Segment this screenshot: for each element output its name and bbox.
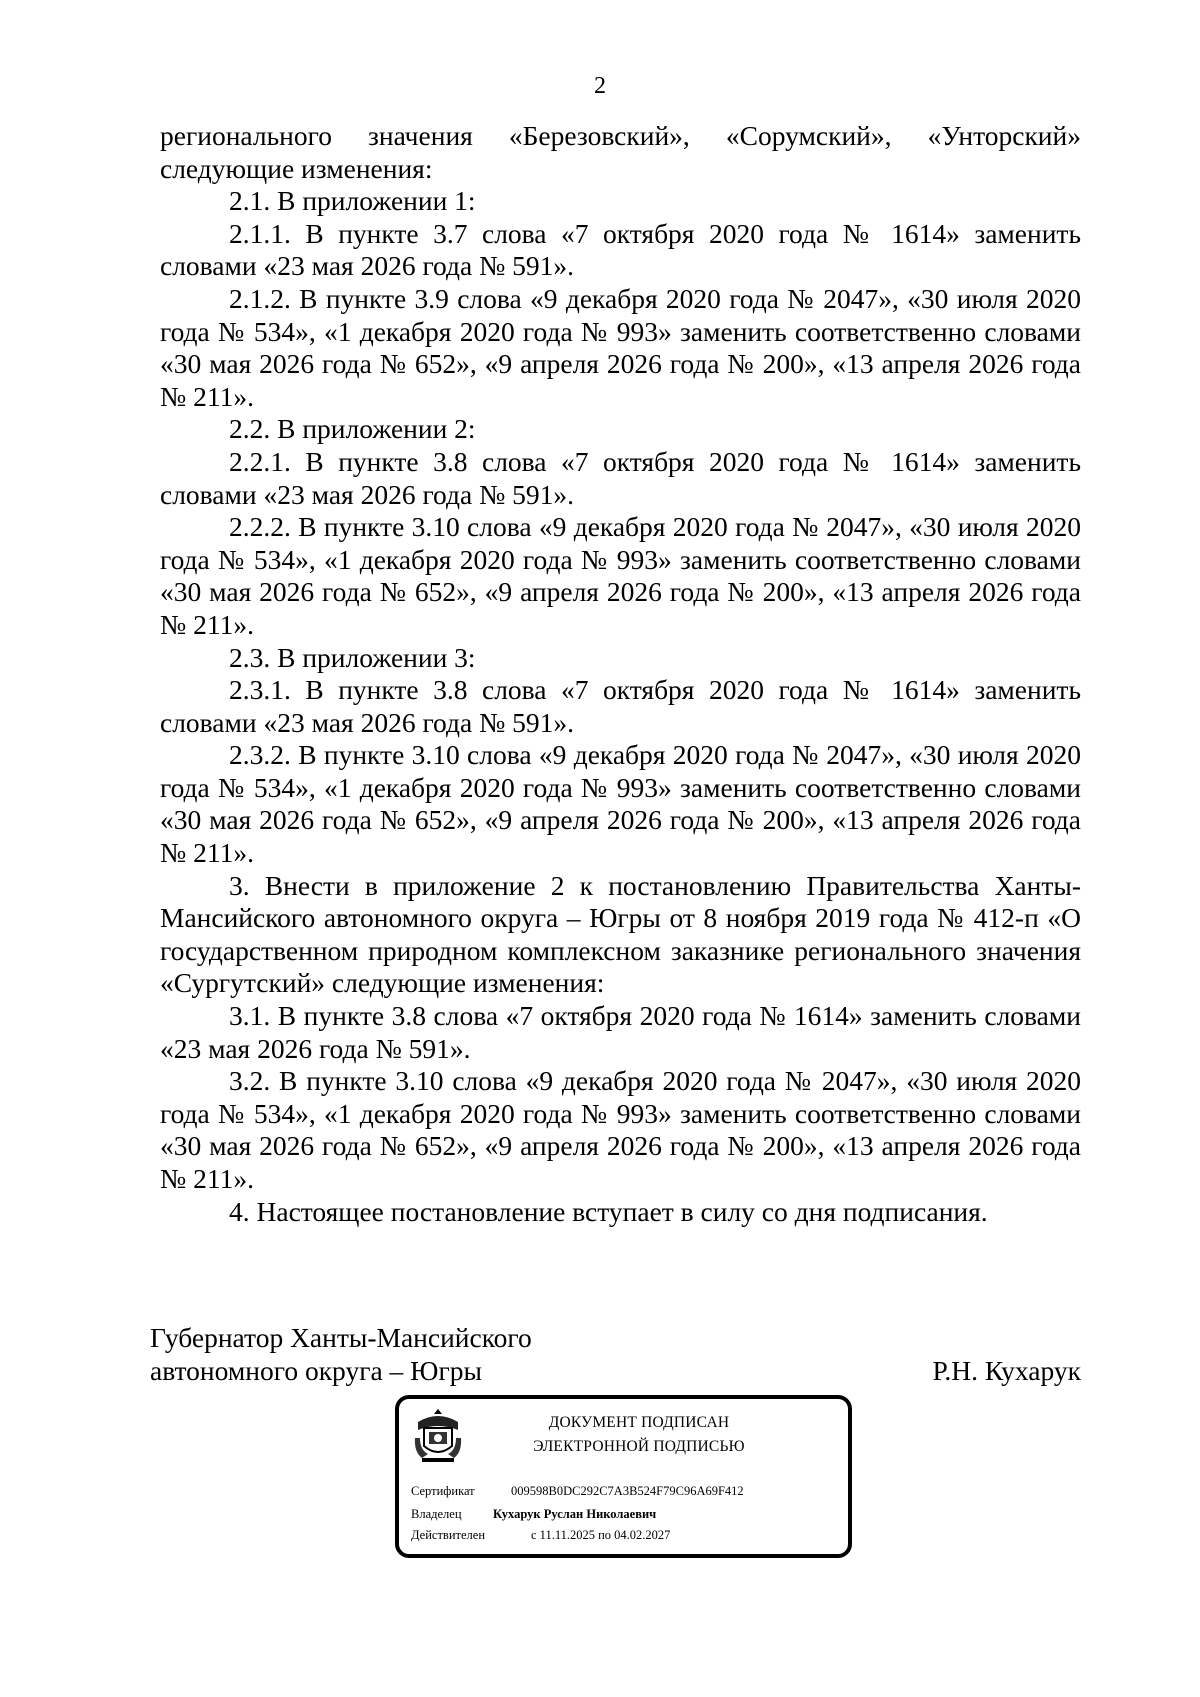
paragraph: 2.1.2. В пункте 3.9 слова «9 декабря 2020 года № 2047», «30 июля 2020 года № 534», «1 декабря 2020 года № 993» заменить соответственно словами «30 мая 2026 года № 652», «9 апреля 2026 года № 200», «13 апреля 2026 года № 211». xyxy=(160,282,1081,412)
stamp-certificate-row xyxy=(411,1483,744,1499)
paragraph: 2.3. В приложении 3: xyxy=(229,641,476,673)
signatory-position-line-1: Губернатор Ханты-Мансийского xyxy=(150,1322,532,1353)
paragraph: регионального значения «Березовский», «Сорумский», «Унторский» следующие изменения: xyxy=(160,120,1081,184)
valid-value: с 11.11.2025 по 04.02.2027 xyxy=(531,1528,671,1542)
signatory-position-line-2: автономного округа – Югры xyxy=(150,1354,482,1386)
paragraph: 4. Настоящее постановление вступает в силу со дня подписания. xyxy=(229,1195,988,1227)
page-number: 2 xyxy=(594,73,606,99)
stamp-validity-row xyxy=(411,1527,670,1543)
owner-value: Кухарук Руслан Николаевич xyxy=(493,1507,657,1521)
paragraph: 2.1.1. В пункте 3.7 слова «7 октября 2020 года № 1614» заменить словами «23 мая 2026 года № 591». xyxy=(160,217,1081,282)
valid-label: Действителен xyxy=(411,1528,486,1542)
signatory-name: Р.Н. Кухарук xyxy=(932,1354,1081,1386)
paragraph: 2.3.1. В пункте 3.8 слова «7 октября 2020 года № 1614» заменить словами «23 мая 2026 года № 591». xyxy=(160,674,1081,738)
stamp-owner-row xyxy=(411,1506,656,1522)
coat-of-arms-icon xyxy=(412,1408,464,1464)
paragraph: 2.3.2. В пункте 3.10 слова «9 декабря 2020 года № 2047», «30 июля 2020 года № 534», «1 декабря 2020 года № 993» заменить соответственно словами «30 мая 2026 года № 652», «9 апреля 2026 года № 200», «13 апреля 2026 года № 211». xyxy=(160,739,1081,869)
signature-block xyxy=(150,1322,1081,1387)
paragraph: 3.1. В пункте 3.8 слова «7 октября 2020 года № 1614» заменить словами «23 мая 2026 года № 591». xyxy=(160,1000,1081,1064)
paragraph: 2.1. В приложении 1: xyxy=(229,185,476,217)
owner-label: Владелец xyxy=(411,1507,462,1521)
paragraph: 2.2.2. В пункте 3.10 слова «9 декабря 2020 года № 2047», «30 июля 2020 года № 534», «1 декабря 2020 года № 993» заменить соответственно словами «30 мая 2026 года № 652», «9 апреля 2026 года № 200», «13 апреля 2026 года № 211». xyxy=(160,511,1081,640)
certificate-value: 009598B0DC292C7A3B524F79C96A69F412 xyxy=(511,1484,744,1498)
certificate-label: Сертификат xyxy=(411,1484,475,1498)
paragraph: 3.2. В пункте 3.10 слова «9 декабря 2020 года № 2047», «30 июля 2020 года № 534», «1 декабря 2020 года № 993» заменить соответственно словами «30 мая 2026 года № 652», «9 апреля 2026 года № 200», «13 апреля 2026 года № 211». xyxy=(160,1065,1081,1194)
paragraph: 2.2.1. В пункте 3.8 слова «7 октября 2020 года № 1614» заменить словами «23 мая 2026 года № 591». xyxy=(160,445,1081,510)
electronic-signature-stamp xyxy=(395,1395,852,1558)
paragraph: 2.2. В приложении 2: xyxy=(229,413,476,445)
stamp-title-line-2: ЭЛЕКТРОННОЙ ПОДПИСЬЮ xyxy=(533,1438,745,1455)
document-body xyxy=(160,120,1081,1228)
paragraph: 3. Внести в приложение 2 к постановлению Правительства Ханты-Мансийского автономного округа – Югры от 8 ноября 2019 года № 412-п «О государственном природном комплексном заказнике регионального значения «Сургутский» следующие изменения: xyxy=(160,869,1081,999)
stamp-title-line-1: ДОКУМЕНТ ПОДПИСАН xyxy=(548,1414,730,1431)
